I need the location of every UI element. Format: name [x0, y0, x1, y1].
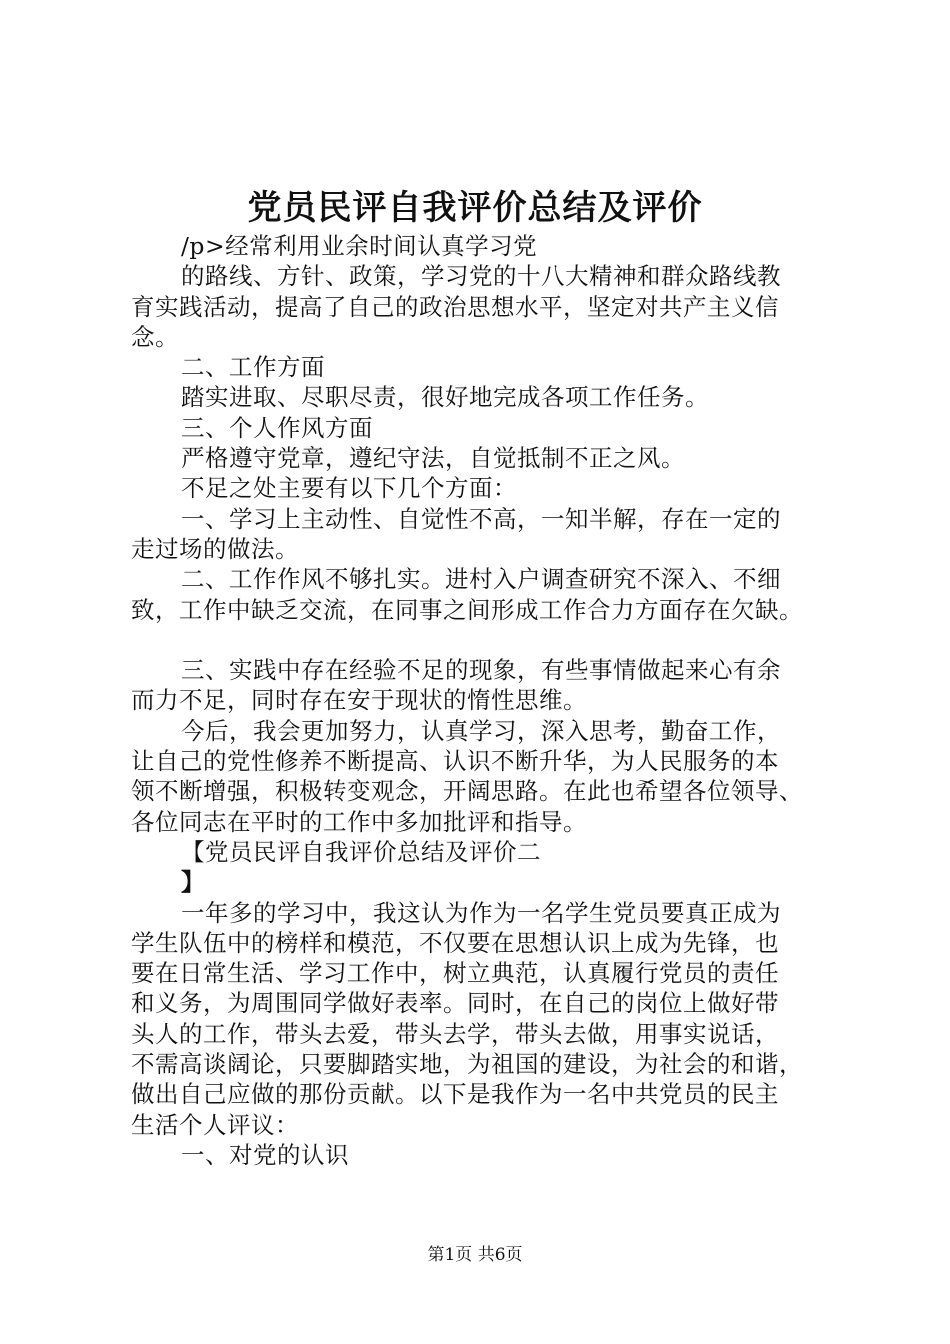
body-line: 让自己的党性修养不断提高、认识不断升华，为人民服务的本 [131, 747, 779, 776]
body-line: 育实践活动，提高了自己的政治思想水平，坚定对共产主义信 [131, 292, 779, 321]
body-line: 【党员民评自我评价总结及评价二 [181, 837, 541, 866]
body-line: 做出自己应做的那份贡献。以下是我作为一名中共党员的民主 [131, 1080, 779, 1109]
body-line: 念。 [131, 322, 179, 351]
body-line: 踏实进取、尽职尽责，很好地完成各项工作任务。 [181, 383, 709, 412]
body-line: 】 [181, 868, 205, 897]
body-line: 严格遵守党章，遵纪守法，自觉抵制不正之风。 [181, 444, 685, 473]
body-line: 不足之处主要有以下几个方面： [181, 474, 517, 503]
body-line: 要在日常生活、学习工作中，树立典范，认真履行党员的责任 [131, 959, 779, 988]
body-line: 各位同志在平时的工作中多加批评和指导。 [131, 807, 587, 836]
body-line: 头人的工作，带头去爱，带头去学，带头去做，用事实说话， [131, 1019, 779, 1048]
body-line: 二、工作作风不够扎实。进村入户调查研究不深入、不细 [181, 565, 781, 594]
body-line: 和义务，为周围同学做好表率。同时，在自己的岗位上做好带 [131, 989, 779, 1018]
body-line: 二、工作方面 [181, 353, 325, 382]
body-line: 今后，我会更加努力，认真学习，深入思考，勤奋工作， [181, 716, 781, 745]
body-line: 生活个人评议： [131, 1110, 299, 1139]
body-line: 的路线、方针、政策，学习党的十八大精神和群众路线教 [181, 262, 781, 291]
page-footer: 第1页 共6页 [427, 1245, 523, 1265]
body-line: 而力不足，同时存在安于现状的惰性思维。 [131, 686, 587, 715]
body-line [131, 625, 843, 655]
body-line: 一、学习上主动性、自觉性不高，一知半解，存在一定的 [181, 504, 781, 533]
body-line: 一、对党的认识 [181, 1140, 349, 1169]
document-body [131, 231, 843, 1170]
body-line: 学生队伍中的榜样和模范，不仅要在思想认识上成为先锋，也 [131, 928, 779, 957]
document-title: 党员民评自我评价总结及评价 [247, 188, 703, 228]
body-line: 致，工作中缺乏交流，在同事之间形成工作合力方面存在欠缺。 [131, 595, 803, 624]
body-line: 三、个人作风方面 [181, 413, 373, 442]
body-line: 领不断增强，积极转变观念，开阔思路。在此也希望各位领导、 [131, 777, 803, 806]
body-line: 不需高谈阔论，只要脚踏实地，为祖国的建设，为社会的和谐， [131, 1050, 803, 1079]
body-line: /p>经常利用业余时间认真学习党 [181, 232, 538, 260]
body-line: 走过场的做法。 [131, 534, 299, 563]
body-line: 一年多的学习中，我这认为作为一名学生党员要真正成为 [181, 898, 781, 927]
body-line: 三、实践中存在经验不足的现象，有些事情做起来心有余 [181, 656, 781, 685]
